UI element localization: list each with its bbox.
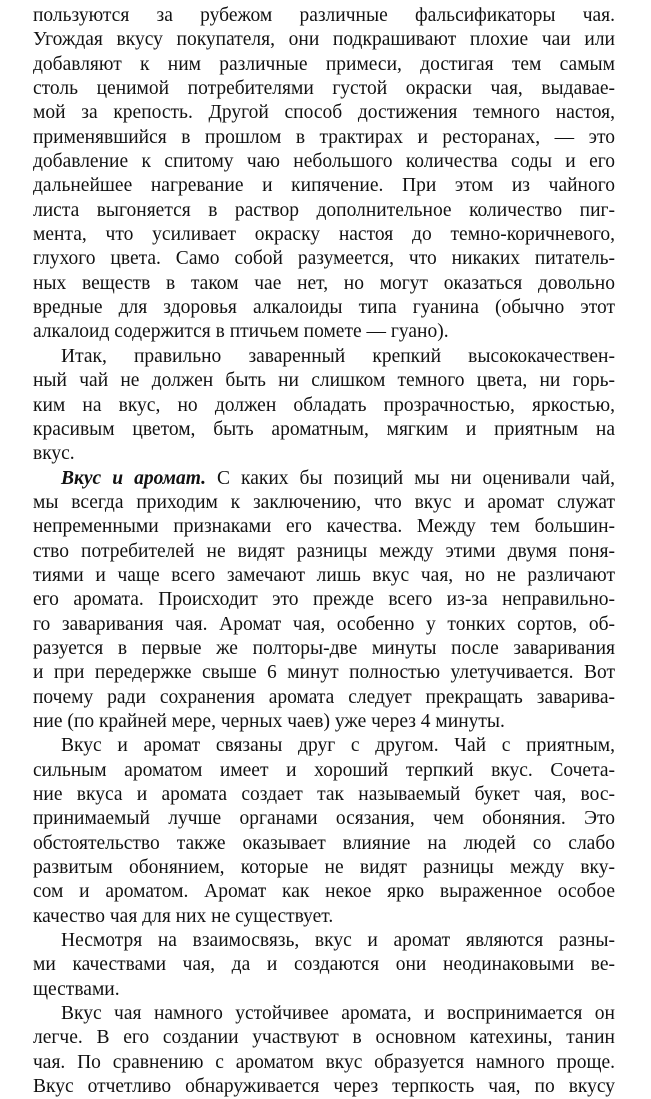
text-line: листа выгоняется в раствор дополнительное количество пиг- bbox=[33, 199, 615, 221]
paragraph bbox=[33, 929, 615, 1002]
text-line: столь ценимой потребителями густой окраски чая, выдавае- bbox=[33, 78, 615, 100]
text-line: применявшийся в прошлом в трактирах и ресторанах, — это bbox=[33, 126, 615, 148]
text-line: развитым обонянием, которые не видят разницы между вку- bbox=[33, 857, 615, 879]
text-line: ние вкуса и аромата создает так называемый букет чая, вос- bbox=[33, 784, 615, 805]
text-line: качество чая для них не существует. bbox=[33, 905, 334, 927]
text-line: Вкус отчетливо обнаруживается через терпкость чая, по вкусу bbox=[33, 1076, 615, 1098]
paragraph bbox=[33, 1002, 615, 1099]
text-line: го заваривания чая. Аромат чая, особенно у тонких сортов, об- bbox=[33, 613, 615, 635]
paragraph bbox=[33, 467, 615, 735]
text-line: Вкус чая намного устойчивее аромата, и воспринимается он bbox=[61, 1003, 615, 1025]
text-line: сом и ароматом. Аромат как некое ярко выраженное особое bbox=[33, 881, 615, 903]
text-line: вредные для здоровья алкалоиды типа гуанина (обычно этот bbox=[33, 297, 615, 319]
text-line: добавляют к ним различные примеси, достигая тем самым bbox=[33, 53, 615, 75]
text-line: ство потребителей не видят разницы между этими двумя поня- bbox=[33, 540, 615, 562]
text-line: разуется в первые же полторы-две минуты после заваривания bbox=[33, 637, 615, 659]
text-line: тиями и чаще всего замечают лишь вкус чая, но не различают bbox=[33, 564, 615, 586]
text-line: обстоятельство также оказывает влияние на людей со слабо bbox=[33, 832, 615, 854]
text-line: сильным ароматом имеет и хороший терпкий вкус. Сочета- bbox=[33, 759, 615, 781]
text-line: почему ради сохранения аромата следует прекращать заварива- bbox=[33, 686, 615, 708]
text-line: мента, что усиливает окраску настоя до темно-коричневого, bbox=[33, 224, 615, 246]
paragraph bbox=[33, 734, 615, 929]
text-line: дальнейшее нагревание и кипячение. При этом из чайного bbox=[33, 175, 615, 197]
text-line: чая. По сравнению с ароматом вкус образуется намного проще. bbox=[33, 1051, 615, 1073]
text-line: ных веществ в таком чае нет, но могут оказаться довольно bbox=[33, 272, 615, 294]
text-line: мы всегда приходим к заключению, что вкус и аромат служат bbox=[33, 491, 615, 513]
paragraph bbox=[33, 4, 615, 345]
text-line: Несмотря на взаимосвязь, вкус и аромат являются разны- bbox=[61, 930, 615, 952]
text-line: Вкус и аромат связаны друг с другом. Чай с приятным, bbox=[61, 735, 615, 757]
text-line: пользуются за рубежом различные фальсификаторы чая. bbox=[33, 5, 615, 26]
text-line: ким на вкус, но должен обладать прозрачностью, яркостью, bbox=[33, 394, 615, 416]
text-line: алкалоид содержится в птичьем помете — гуано). bbox=[33, 321, 449, 343]
text-line: ми качествами чая, да и создаются они неодинаковыми ве- bbox=[33, 954, 615, 976]
paragraph bbox=[33, 345, 615, 467]
text-line: непременными признаками его качества. Между тем большин- bbox=[33, 516, 615, 538]
text-line: мой за крепость. Другой способ достижения темного настоя, bbox=[33, 102, 615, 124]
text-line: принимаемый лучше органами осязания, чем обоняния. Это bbox=[33, 808, 615, 830]
text-line: ный чай не должен быть ни слишком темного цвета, ни горь- bbox=[33, 370, 615, 392]
text-line: и при передержке свыше 6 минут полностью улетучивается. Вот bbox=[33, 662, 615, 684]
text-line: глухого цвета. Само собой разумеется, что никаких питатель- bbox=[33, 248, 615, 270]
text-line: Итак, правильно заваренный крепкий высококачествен- bbox=[61, 345, 615, 367]
text-line: красивым цветом, быть ароматным, мягким и приятным на bbox=[33, 418, 615, 440]
text-line bbox=[33, 467, 615, 491]
heading-line-text: С каких бы позиций мы ни оценивали чай, bbox=[205, 467, 615, 489]
text-line: добавление к спитому чаю небольшого количества соды и его bbox=[33, 151, 615, 173]
text-line: вкус. bbox=[33, 443, 75, 465]
text-line: ние (по крайней мере, черных чаев) уже через 4 минуты. bbox=[33, 710, 505, 732]
text-line: Угождая вкусу покупателя, они подкрашивают плохие чаи или bbox=[33, 29, 615, 51]
text-line: легче. В его создании участвуют в основном катехины, танин bbox=[33, 1027, 615, 1049]
text-line: ществами. bbox=[33, 978, 120, 1000]
text-line: его аромата. Происходит это прежде всего из-за неправильно- bbox=[33, 589, 615, 611]
section-heading: Вкус и аромат. bbox=[61, 467, 206, 489]
